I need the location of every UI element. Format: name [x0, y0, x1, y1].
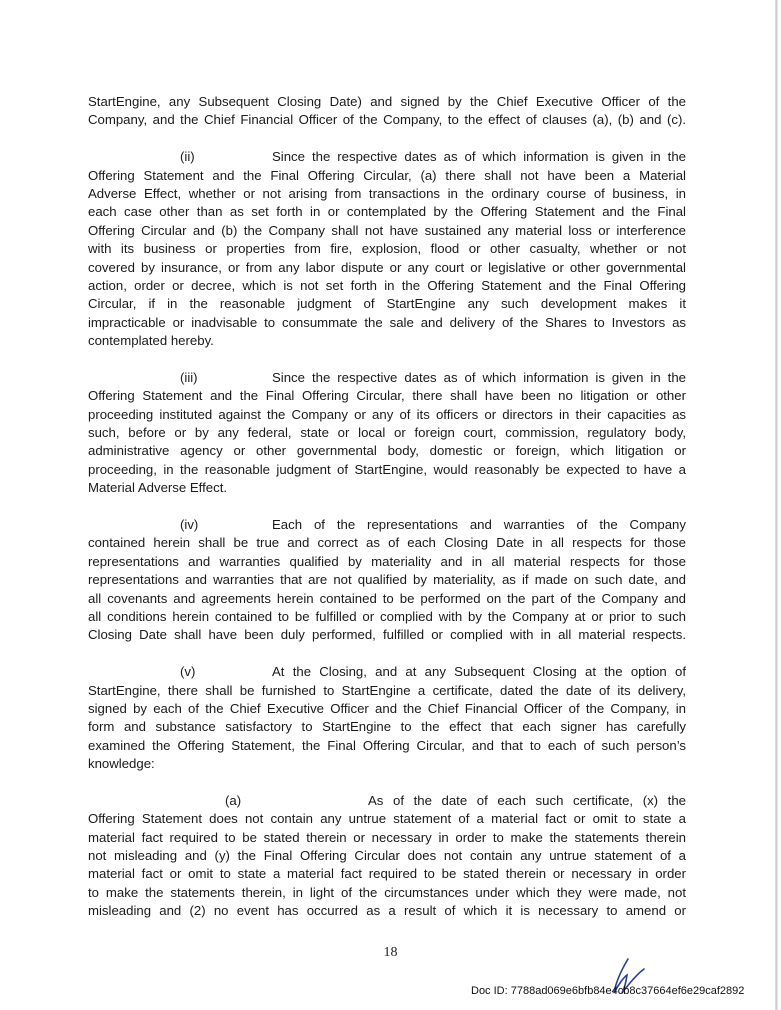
body-text	[88, 93, 686, 939]
text-line: proceeding, in the reasonable judgment of StartEngine, would reasonably be expected to have a	[88, 461, 686, 477]
text-line: covered by insurance, or from any labor dispute or any court or legislative or other governmental	[88, 259, 686, 275]
text-line: all conditions herein contained to be fulfilled or complied with by the Company at or prior to such	[88, 608, 686, 624]
text-line: Adverse Effect, whether or not arising from transactions in the ordinary course of business, in	[88, 185, 686, 201]
text-line: Company, and the Chief Financial Officer of the Company, to the effect of clauses (a), (b) and (c).	[88, 112, 686, 128]
text-line: representations and warranties that are not qualified by materiality, as if made on such date, and	[88, 572, 686, 588]
text-line: administrative agency or other governmental body, domestic or foreign, which litigation or	[88, 443, 686, 459]
paragraph	[88, 663, 686, 773]
paragraph	[88, 792, 686, 921]
text-line-content: Since the respective dates as of which information is given in the	[272, 369, 686, 385]
doc-id: Doc ID: 7788ad069e6bfb84e4cb8c37664ef6e29caf2892	[471, 985, 745, 997]
text-line: signed by each of the Chief Executive Officer and the Chief Financial Officer of the Company, in	[88, 700, 686, 716]
text-line: action, order or decree, which is not set forth in the Offering Statement and the Final Offering	[88, 277, 686, 293]
text-line	[88, 148, 686, 166]
text-line: Material Adverse Effect.	[88, 480, 228, 496]
page-number: 18	[383, 945, 398, 960]
text-line: StartEngine, any Subsequent Closing Date) and signed by the Chief Executive Officer of the	[88, 94, 686, 109]
text-line: Closing Date shall have been duly performed, fulfilled or complied with in all material respects.	[88, 627, 686, 643]
text-line: contained herein shall be true and correct as of each Closing Date in all respects for those	[88, 535, 686, 551]
text-line	[88, 516, 686, 534]
text-line	[88, 792, 686, 810]
text-line: to make the statements therein, in light of the circumstances under which they were made, not	[88, 884, 686, 900]
text-line: knowledge:	[88, 756, 155, 772]
text-line: impracticable or inadvisable to consummate the sale and delivery of the Shares to Investors as	[88, 314, 686, 330]
text-line: proceeding instituted against the Company or any of its officers or directors in their capacities as	[88, 406, 686, 422]
text-line: material fact required to be stated therein or necessary in order to make the statements therein	[88, 829, 686, 845]
text-line: with its business or properties from fire, explosion, flood or other casualty, whether or not	[88, 241, 686, 257]
text-line: all covenants and agreements herein contained to be performed on the part of the Company and	[88, 590, 686, 606]
text-line: representations and warranties qualified by materiality and in all material respects for those	[88, 553, 686, 569]
text-line: such, before or by any federal, state or local or foreign court, commission, regulatory body,	[88, 425, 686, 441]
clause-label: (iv)	[180, 516, 199, 532]
text-line: examined the Offering Statement, the Final Offering Circular, and that to each of such person’s	[88, 737, 686, 753]
text-line-content: Since the respective dates as of which information is given in the	[272, 149, 686, 165]
text-line-content: At the Closing, and at any Subsequent Closing at the option of	[272, 664, 686, 680]
text-line: Offering Statement and the Final Offering Circular, there shall have been no litigation or other	[88, 388, 686, 404]
paragraph	[88, 93, 686, 130]
text-line	[88, 663, 686, 681]
text-line: Offering Circular and (b) the Company shall not have sustained any material loss or interference	[88, 222, 686, 238]
scan-edge	[775, 0, 778, 1010]
text-line: each case other than as set forth in or contemplated by the Offering Statement and the Final	[88, 204, 686, 220]
text-line: StartEngine, there shall be furnished to StartEngine a certificate, dated the date of its delivery,	[88, 682, 686, 698]
text-line: Offering Statement does not contain any untrue statement of a material fact or omit to state a	[88, 811, 686, 827]
text-line: Offering Statement and the Final Offering Circular, (a) there shall not have been a Material	[88, 167, 686, 183]
text-line: material fact or omit to state a material fact required to be stated therein or necessary in order	[88, 866, 686, 882]
clause-label: (v)	[180, 664, 196, 680]
text-line	[88, 369, 686, 387]
text-line-content: Each of the representations and warranties of the Company	[272, 516, 686, 532]
text-line: form and substance satisfactory to StartEngine to the effect that each signer has carefully	[88, 719, 686, 735]
paragraph	[88, 369, 686, 498]
clause-label: (a)	[225, 792, 242, 808]
text-line: misleading and (2) no event has occurred as a result of which it is necessary to amend or	[88, 903, 686, 919]
paragraph	[88, 516, 686, 645]
text-line: not misleading and (y) the Final Offering Circular does not contain any untrue statement of a	[88, 848, 686, 864]
clause-label: (ii)	[180, 149, 195, 165]
text-line: contemplated hereby.	[88, 333, 214, 349]
text-line: Circular, if in the reasonable judgment of StartEngine any such development makes it	[88, 296, 686, 312]
text-line-content: As of the date of each such certificate, (x) the	[368, 792, 686, 808]
clause-label: (iii)	[180, 369, 198, 385]
paragraph	[88, 148, 686, 350]
